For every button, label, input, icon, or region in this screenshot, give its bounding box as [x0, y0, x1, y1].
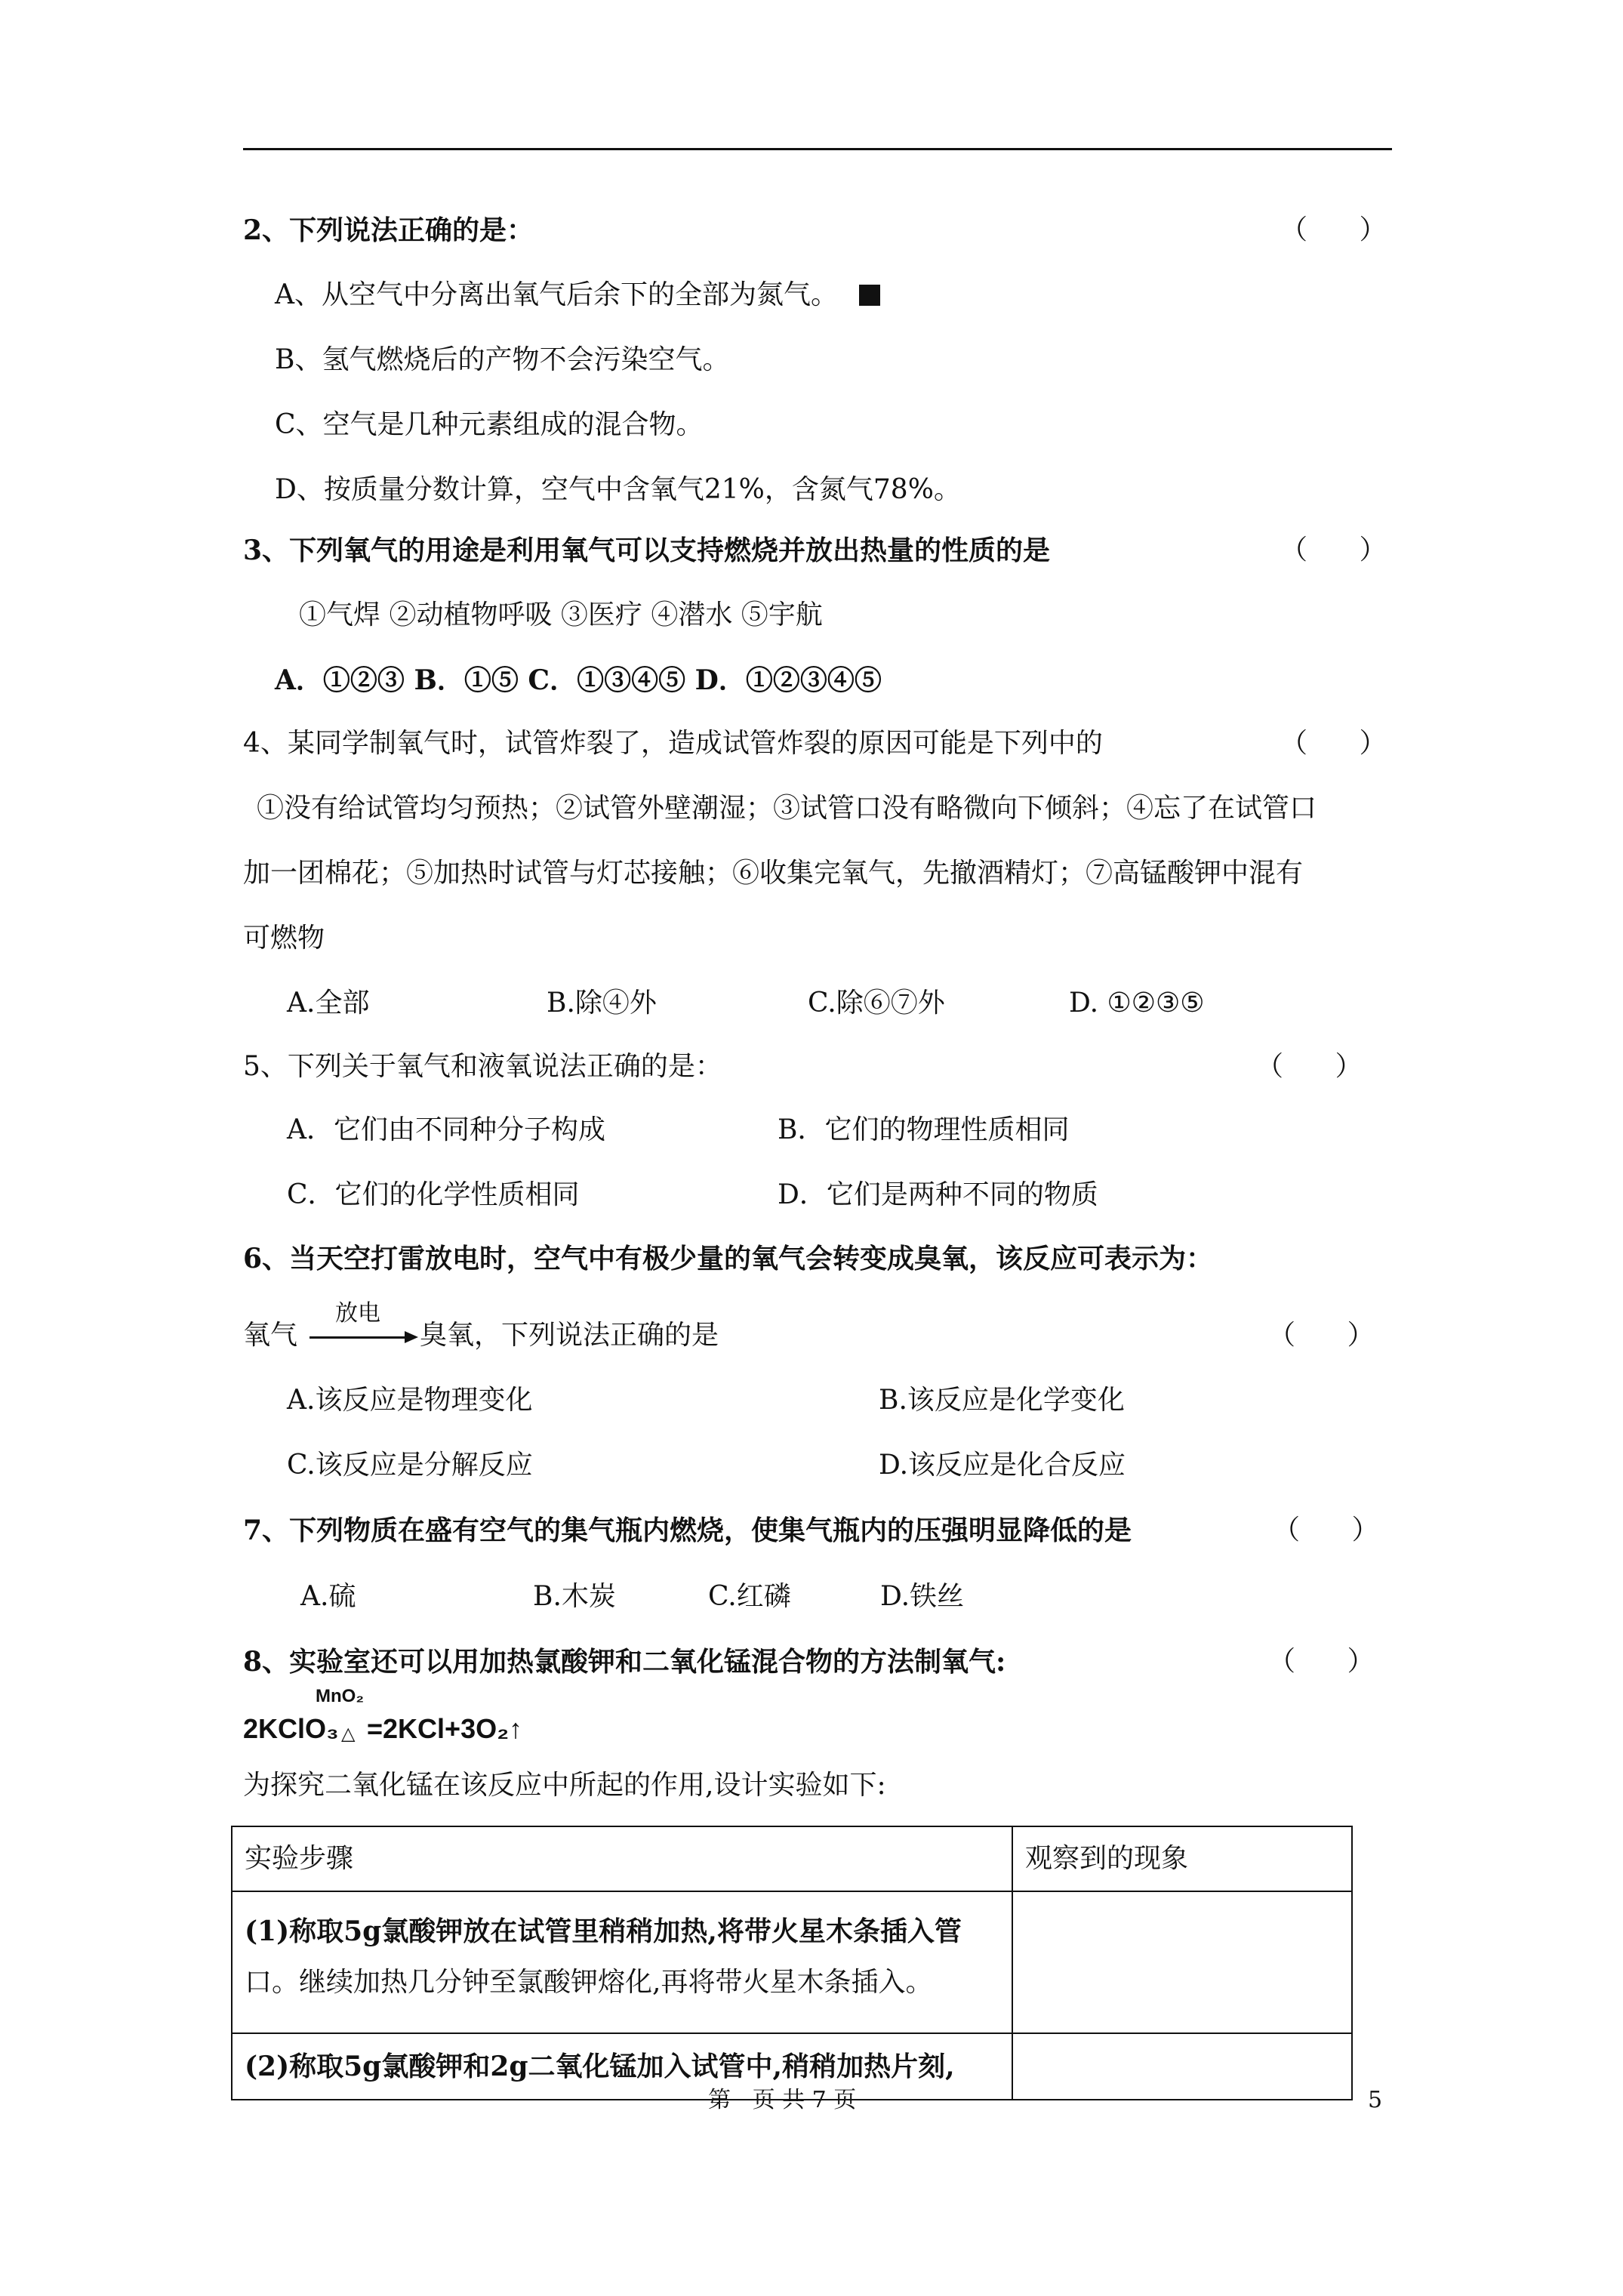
header-rule	[243, 148, 1392, 150]
table-header-observations: 观察到的现象	[1012, 1826, 1352, 1891]
footer-page-number: 5	[1368, 2087, 1383, 2113]
q6-reaction-condition: 放电	[335, 1300, 380, 1327]
q2-option-c: C、空气是几种元素组成的混合物。	[275, 409, 704, 440]
step-1-line-1: (1)称取5g氯酸钾放在试管里稍稍加热,将带火星木条插入管	[245, 1915, 962, 1947]
table-cell-step-2: (2)称取5g氯酸钾和2g二氧化锰加入试管中,稍稍加热片刻,	[232, 2033, 1012, 2100]
q2-stem: 2、下列说法正确的是：	[243, 214, 534, 246]
q3-items: ①气焊 ②动植物呼吸 ③医疗 ④潜水 ⑤宇航	[299, 599, 823, 630]
q4-option-c: C.除⑥⑦外	[808, 988, 945, 1019]
q7-option-c: C.红磷	[708, 1581, 791, 1612]
q6-option-a: A.该反应是物理变化	[287, 1385, 533, 1416]
footer-page-info: 第 页 共 7 页	[708, 2087, 857, 2113]
q2-option-b: B、氢气燃烧后的产物不会污染空气。	[275, 344, 730, 375]
q4-body-line-3: 可燃物	[243, 923, 325, 954]
q7-answer-paren: （ ）	[1273, 1515, 1379, 1546]
q6-reactant: 氧气	[243, 1320, 298, 1351]
q5-option-c: C．它们的化学性质相同	[287, 1179, 580, 1210]
q8-catalyst: MnO₂	[316, 1686, 364, 1706]
q2-answer-paren: （ ）	[1280, 214, 1387, 245]
q8-stem: 8、实验室还可以用加热氯酸钾和二氧化锰混合物的方法制氧气:	[243, 1646, 1006, 1678]
q8-equation-left: 2KClO₃	[243, 1713, 339, 1744]
q5-stem: 5、下列关于氧气和液氧说法正确的是：	[243, 1051, 722, 1082]
q8-equation-right: =2KCl+3O₂↑	[367, 1713, 523, 1744]
q2-option-d: D、按质量分数计算，空气中含氧气21%，含氮气78%。	[275, 474, 961, 505]
q7-option-b: B.木炭	[533, 1581, 616, 1612]
table-header-row	[232, 1826, 1352, 1891]
reaction-arrow-line	[310, 1336, 408, 1339]
q4-body-line-1: ①没有给试管均匀预热；②试管外壁潮湿；③试管口没有略微向下倾斜；④忘了在试管口	[257, 793, 1317, 824]
q5-option-d: D．它们是两种不同的物质	[778, 1179, 1098, 1210]
black-square-icon	[859, 285, 880, 306]
q6-answer-paren: （ ）	[1268, 1320, 1375, 1351]
q3-options: A．①②③ B．①⑤ C．①③④⑤ D．①②③④⑤	[275, 664, 882, 696]
q4-answer-paren: （ ）	[1280, 728, 1387, 759]
q6-rest: 臭氧，下列说法正确的是	[420, 1320, 719, 1351]
table-cell-step-1	[232, 1891, 1012, 2033]
q2-option-a	[275, 276, 880, 314]
q2-option-a-text: A、从空气中分离出氧气后余下的全部为氮气。	[275, 279, 838, 310]
q5-option-a: A．它们由不同种分子构成	[287, 1114, 605, 1145]
table-header-steps: 实验步骤	[232, 1826, 1012, 1891]
q5-option-b: B．它们的物理性质相同	[778, 1114, 1070, 1145]
q7-stem: 7、下列物质在盛有空气的集气瓶内燃烧，使集气瓶内的压强明显降低的是	[243, 1515, 1132, 1546]
arrow-right-icon	[405, 1331, 418, 1343]
q6-option-d: D.该反应是化合反应	[879, 1450, 1126, 1481]
q8-heat-sign: △	[341, 1724, 356, 1744]
table-row	[232, 1891, 1352, 2033]
q4-body-line-2: 加一团棉花；⑤加热时试管与灯芯接触；⑥收集完氧气，先撤酒精灯；⑦高锰酸钾中混有	[243, 858, 1304, 889]
step-1-line-2: 口。继续加热几分钟至氯酸钾熔化,再将带火星木条插入。	[245, 1967, 933, 1998]
q6-option-b: B.该反应是化学变化	[879, 1385, 1125, 1416]
q7-option-d: D.铁丝	[880, 1581, 965, 1612]
q5-answer-paren: （ ）	[1256, 1051, 1363, 1082]
q8-intro: 为探究二氧化锰在该反应中所起的作用,设计实验如下:	[243, 1770, 886, 1801]
q4-stem: 4、某同学制氧气时，试管炸裂了，造成试管炸裂的原因可能是下列中的	[243, 728, 1103, 759]
q6-option-c: C.该反应是分解反应	[287, 1450, 533, 1481]
q4-option-b: B.除④外	[547, 988, 657, 1019]
q4-option-d: D. ①②③⑤	[1069, 988, 1205, 1019]
table-cell-observation-1	[1012, 1891, 1352, 2033]
q8-answer-paren: （ ）	[1268, 1646, 1375, 1677]
q3-answer-paren: （ ）	[1280, 535, 1387, 566]
q7-option-a: A.硫	[300, 1581, 356, 1612]
experiment-table	[231, 1826, 1353, 2100]
q3-stem: 3、下列氧气的用途是利用氧气可以支持燃烧并放出热量的性质的是	[243, 535, 1051, 566]
q6-stem: 6、当天空打雷放电时，空气中有极少量的氧气会转变成臭氧，该反应可表示为：	[243, 1243, 1214, 1274]
q4-option-a: A.全部	[287, 988, 370, 1019]
table-cell-observation-2	[1012, 2033, 1352, 2100]
